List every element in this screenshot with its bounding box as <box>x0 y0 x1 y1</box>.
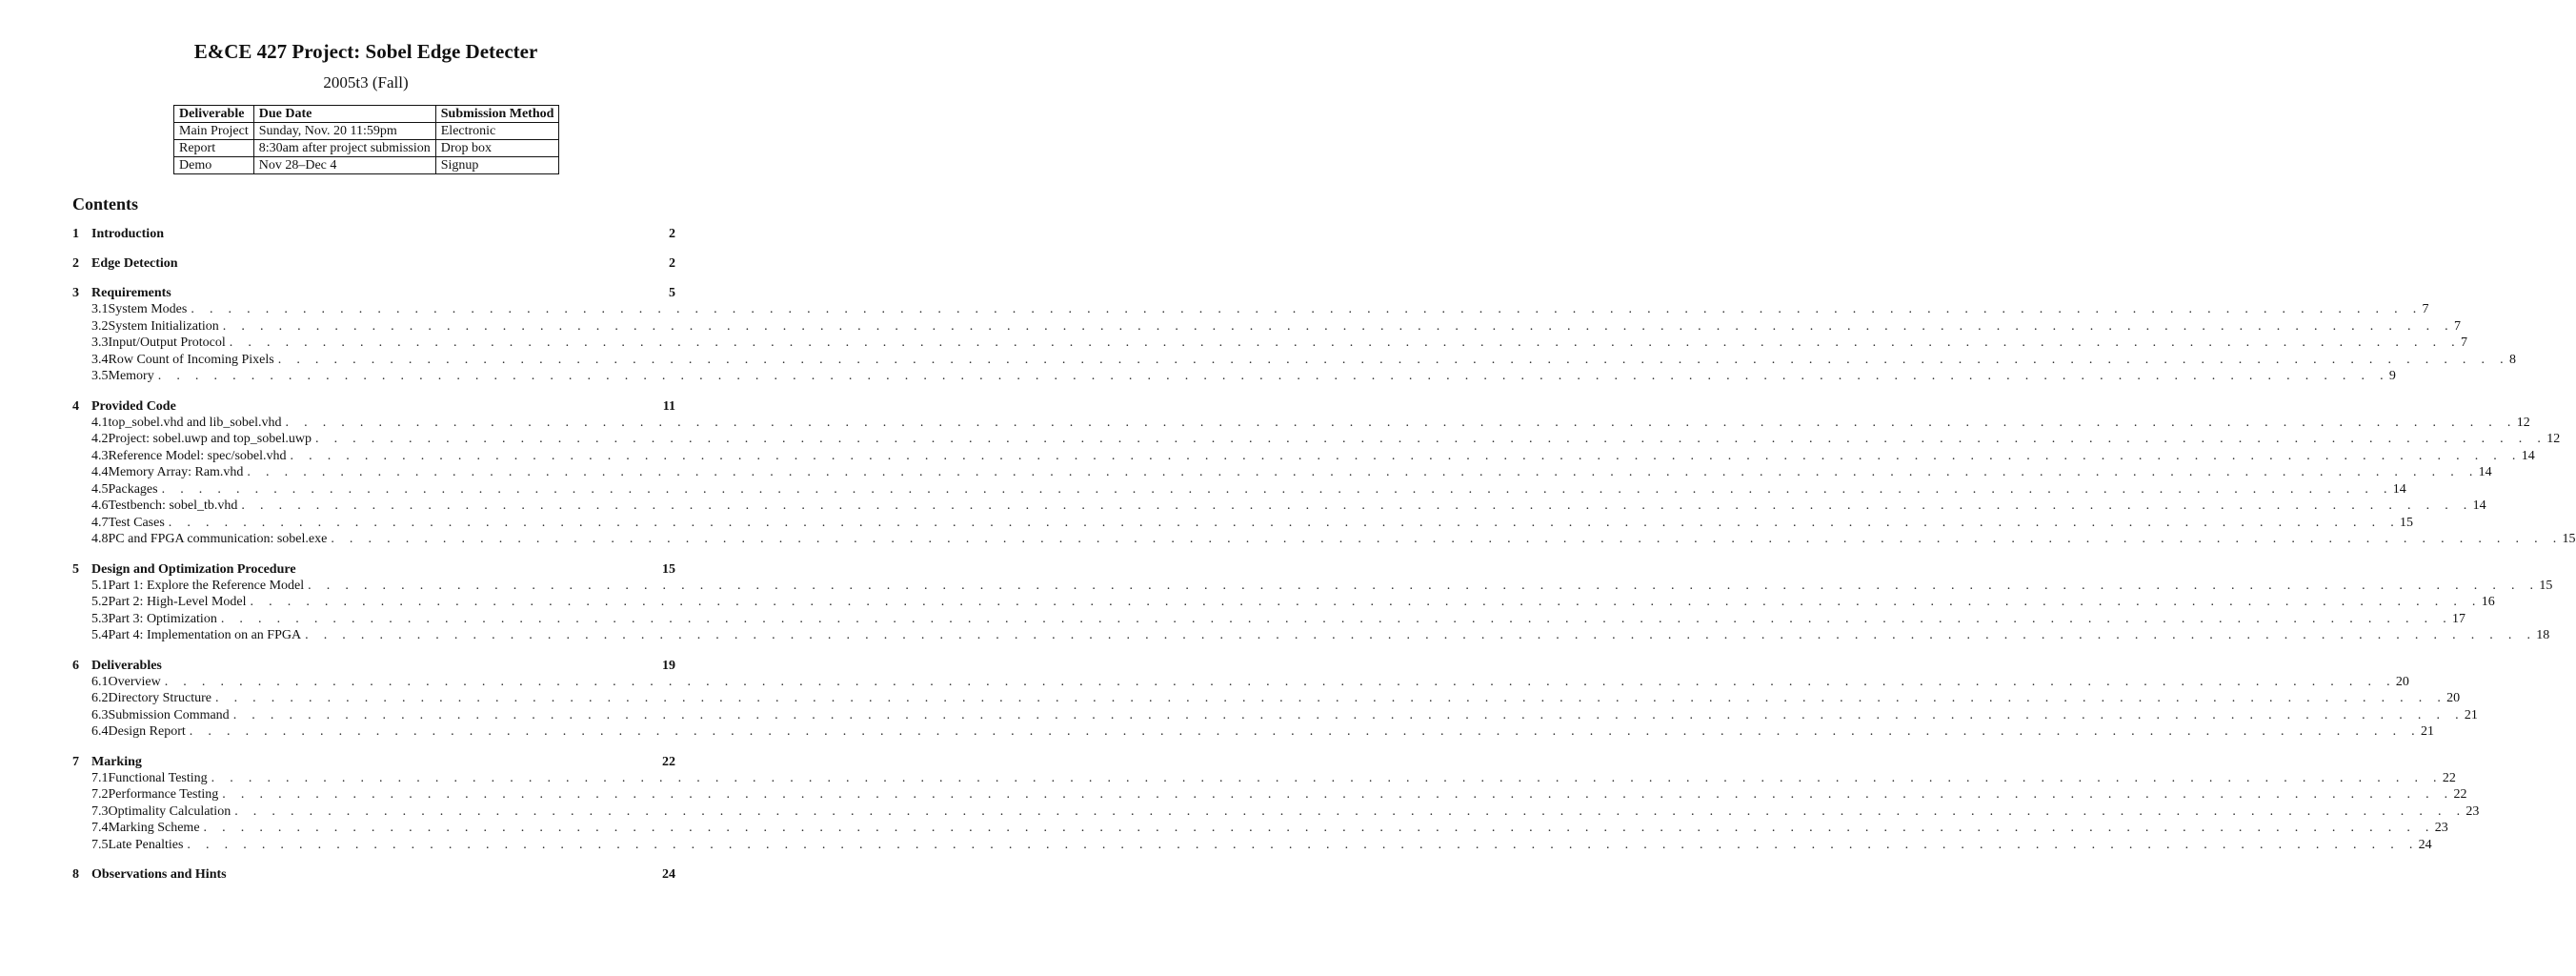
toc-subsection-number: 5.4 <box>91 628 109 642</box>
toc-section-number: 5 <box>72 561 79 577</box>
toc-subsection-title: System Modes <box>108 302 188 316</box>
toc-section-title: Marking <box>91 754 142 769</box>
toc-subsection-number: 3.2 <box>91 318 109 334</box>
toc-subsection-title: Functional Testing <box>108 770 208 785</box>
toc-section-block <box>72 754 2480 854</box>
toc-section-entry[interactable] <box>72 658 675 674</box>
toc-dot-leader: . . . . . . . . . . . . . . . . . . . . . . . . . . . . . . . . . . . . . . . . . . . . . . . . . . . . . . . . . . . . . . . . . . . . . . . . . . . . . . . . . . . . . . . . . . . . . . . . . . . . . . . . . . . . . . . . . . . . . . . . <box>211 770 2443 785</box>
toc-subsection-entry[interactable] <box>72 707 2478 724</box>
toc-section-block <box>72 255 675 272</box>
toc-dot-leader: . . . . . . . . . . . . . . . . . . . . . . . . . . . . . . . . . . . . . . . . . . . . . . . . . . . . . . . . . . . . . . . . . . . . . . . . . . . . . . . . . . . . . . . . . . . . . . . . . . . . . . . . . . . . . . . . . . . . . . . . <box>241 498 2473 513</box>
contents-heading: Contents <box>72 194 139 214</box>
toc-dot-leader: . . . . . . . . . . . . . . . . . . . . . . . . . . . . . . . . . . . . . . . . . . . . . . . . . . . . . . . . . . . . . . . . . . . . . . . . . . . . . . . . . . . . . . . . . . . . . . . . . . . . . . . . . . . . . . . . . . . . . . . . <box>161 481 2393 497</box>
toc-subsection-title: Late Penalties <box>108 837 184 852</box>
toc-subsection-title: Design Report <box>108 724 186 739</box>
toc-subsection-entry[interactable] <box>72 318 2461 336</box>
table-cell: Electronic <box>435 123 559 140</box>
toc-subsection-title: top_sobel.vhd and lib_sobel.vhd <box>108 415 282 430</box>
toc-subsection-entry[interactable] <box>72 786 2467 803</box>
deliverables-table <box>173 105 559 174</box>
toc-subsection-number: 6.4 <box>91 724 109 739</box>
toc-subsection-title: Directory Structure <box>108 691 211 705</box>
toc-subsection-entry[interactable] <box>72 448 2535 465</box>
column-header-due-date: Due Date <box>253 106 435 123</box>
toc-subsection-entry[interactable] <box>72 611 2466 628</box>
toc-dot-leader: . . . . . . . . . . . . . . . . . . . . . . . . . . . . . . . . . . . . . . . . . . . . . . . . . . . . . . . . . . . . . . . . . . . . . . . . . . . . . . . . . . . . . . . . . . . . . . . . . . . . . . . . . . . . . . . . . . . . . . . . <box>203 821 2435 835</box>
toc-subsection-entry[interactable] <box>72 723 2434 741</box>
toc-section-number: 4 <box>72 398 79 414</box>
toc-dot-leader: . . . . . . . . . . . . . . . . . . . . . . . . . . . . . . . . . . . . . . . . . . . . . . . . . . . . . . . . . . . . . . . . . . . . . . . . . . . . . . . . . . . . . . . . . . . . . . . . . . . . . . . . . . . . . . . . . . . . . . . . <box>222 787 2454 802</box>
toc-subsection-number: 4.5 <box>91 481 109 497</box>
toc-dot-leader: . . . . . . . . . . . . . . . . . . . . . . . . . . . . . . . . . . . . . . . . . . . . . . . . . . . . . . . . . . . . . . . . . . . . . . . . . . . . . . . . . . . . . . . . . . . . . . . . . . . . . . . . . . . . . . . . . . . . . . . . <box>232 707 2465 722</box>
toc-subsection-title: System Initialization <box>108 318 219 334</box>
toc-subsection-number: 7.5 <box>91 837 109 852</box>
toc-subsection-number: 4.3 <box>91 448 109 463</box>
toc-subsection-entry[interactable] <box>72 674 2409 691</box>
toc-subsection-title: Overview <box>108 674 161 689</box>
toc-subsection-number: 3.5 <box>91 369 109 383</box>
toc-subsection-title: Input/Output Protocol <box>108 336 226 350</box>
toc-subsection-entry[interactable] <box>72 415 2530 432</box>
table-cell: Demo <box>174 157 254 174</box>
toc-subsection-page: 16 <box>2481 595 2495 609</box>
toc-subsection-page: 7 <box>2453 318 2461 334</box>
toc-subsection-entry[interactable] <box>72 352 2516 369</box>
toc-subsection-page: 17 <box>2452 611 2466 626</box>
toc-section-number: 7 <box>72 754 79 769</box>
toc-section-number: 8 <box>72 867 79 882</box>
toc-section-number: 1 <box>72 227 79 241</box>
toc-section-entry[interactable] <box>72 398 675 415</box>
toc-section-page: 11 <box>662 398 675 414</box>
table-header-row <box>174 106 559 123</box>
toc-section-page: 15 <box>662 561 675 577</box>
toc-section-number: 3 <box>72 286 79 300</box>
toc-section-title: Provided Code <box>91 398 176 414</box>
toc-subsection-title: Test Cases <box>108 515 165 530</box>
toc-subsection-entry[interactable] <box>72 335 2467 352</box>
toc-subsection-title: Memory <box>108 369 154 383</box>
toc-subsection-number: 3.1 <box>91 302 109 316</box>
toc-section-entry[interactable] <box>72 866 675 883</box>
toc-subsection-page: 20 <box>2395 674 2409 689</box>
toc-section-title: Requirements <box>91 286 171 300</box>
toc-section-block <box>72 866 675 883</box>
toc-subsection-page: 22 <box>2442 770 2456 785</box>
toc-dot-leader: . . . . . . . . . . . . . . . . . . . . . . . . . . . . . . . . . . . . . . . . . . . . . . . . . . . . . . . . . . . . . . . . . . . . . . . . . . . . . . . . . . . . . . . . . . . . . . . . . . . . . . . . . . . . . . . . . . . . . . . . <box>229 336 2461 350</box>
toc-subsection-entry[interactable] <box>72 627 2550 644</box>
toc-subsection-entry[interactable] <box>72 431 2561 448</box>
toc-dot-leader: . . . . . . . . . . . . . . . . . . . . . . . . . . . . . . . . . . . . . . . . . . . . . . . . . . . . . . . . . . . . . . . . . . . . . . . . . . . . . . . . . . . . . . . . . . . . . . . . . . . . . . . . . . . . . . . . . . . . . . . . <box>164 674 2396 689</box>
toc-subsection-number: 3.3 <box>91 336 109 350</box>
table-cell: Signup <box>435 157 559 174</box>
toc-section-entry[interactable] <box>72 754 675 770</box>
toc-subsection-number: 4.4 <box>91 465 109 479</box>
toc-section-block <box>72 398 2576 548</box>
toc-subsection-number: 7.4 <box>91 821 109 835</box>
toc-dot-leader: . . . . . . . . . . . . . . . . . . . . . . . . . . . . . . . . . . . . . . . . . . . . . . . . . . . . . . . . . . . . . . . . . . . . . . . . . . . . . . . . . . . . . . . . . . . . . . . . . . . . . . . . . . . . . . . . . . . . . . . . <box>305 628 2537 642</box>
toc-subsection-title: Part 2: High-Level Model <box>108 595 247 609</box>
toc-subsection-page: 23 <box>2434 821 2448 835</box>
toc-subsection-page: 8 <box>2508 352 2516 367</box>
toc-subsection-page: 14 <box>2521 448 2535 463</box>
toc-dot-leader: . . . . . . . . . . . . . . . . . . . . . . . . . . . . . . . . . . . . . . . . . . . . . . . . . . . . . . . . . . . . . . . . . . . . . . . . . . . . . . . . . . . . . . . . . . . . . . . . . . . . . . . . . . . . . . . . . . . . . . . . <box>331 532 2563 546</box>
toc-subsection-title: Row Count of Incoming Pixels <box>108 352 274 367</box>
toc-subsection-number: 5.3 <box>91 611 109 626</box>
table-row <box>174 157 559 174</box>
toc-subsection-page: 12 <box>2516 415 2530 430</box>
document-title: E&CE 427 Project: Sobel Edge Detecter <box>193 40 538 63</box>
toc-subsection-title: Optimality Calculation <box>108 803 231 819</box>
table-cell: Drop box <box>435 140 559 157</box>
toc-subsection-number: 7.1 <box>91 770 109 785</box>
toc-subsection-page: 14 <box>2392 481 2406 497</box>
toc-dot-leader: . . . . . . . . . . . . . . . . . . . . . . . . . . . . . . . . . . . . . . . . . . . . . . . . . . . . . . . . . . . . . . . . . . . . . . . . . . . . . . . . . . . . . . . . . . . . . . . . . . . . . . . . . . . . . . . . . . . . . . . . <box>214 691 2447 705</box>
toc-dot-leader: . . . . . . . . . . . . . . . . . . . . . . . . . . . . . . . . . . . . . . . . . . . . . . . . . . . . . . . . . . . . . . . . . . . . . . . . . . . . . . . . . . . . . . . . . . . . . . . . . . . . . . . . . . . . . . . . . . . . . . . . <box>191 302 2423 316</box>
toc-subsection-page: 12 <box>2546 432 2561 446</box>
toc-subsection-entry[interactable] <box>72 578 2553 595</box>
toc-dot-leader: . . . . . . . . . . . . . . . . . . . . . . . . . . . . . . . . . . . . . . . . . . . . . . . . . . . . . . . . . . . . . . . . . . . . . . . . . . . . . . . . . . . . . . . . . . . . . . . . . . . . . . . . . . . . . . . . . . . . . . . . <box>189 724 2421 739</box>
toc-section-page: 24 <box>662 867 675 882</box>
toc-dot-leader: . . . . . . . . . . . . . . . . . . . . . . . . . . . . . . . . . . . . . . . . . . . . . . . . . . . . . . . . . . . . . . . . . . . . . . . . . . . . . . . . . . . . . . . . . . . . . . . . . . . . . . . . . . . . . . . . . . . . . . . . <box>308 578 2540 593</box>
toc-subsection-page: 21 <box>2464 707 2478 722</box>
toc-subsection-number: 5.1 <box>91 578 109 593</box>
toc-section-title: Deliverables <box>91 658 162 673</box>
toc-section-entry[interactable] <box>72 561 675 578</box>
toc-section-entry[interactable] <box>72 226 675 242</box>
toc-subsection-entry[interactable] <box>72 803 2480 821</box>
toc-subsection-number: 4.1 <box>91 415 109 430</box>
toc-subsection-page: 15 <box>2562 532 2576 546</box>
toc-subsection-entry[interactable] <box>72 368 2396 385</box>
toc-section-title: Observations and Hints <box>91 867 227 882</box>
toc-section-block <box>72 561 2553 644</box>
toc-subsection-title: Performance Testing <box>108 787 219 802</box>
toc-subsection-entry[interactable] <box>72 301 2429 318</box>
toc-subsection-page: 9 <box>2388 369 2396 383</box>
toc-section-page: 19 <box>662 658 675 673</box>
toc-subsection-number: 5.2 <box>91 595 109 609</box>
toc-section-page: 5 <box>669 286 675 300</box>
toc-subsection-number: 4.8 <box>91 532 109 546</box>
toc-subsection-title: Reference Model: spec/sobel.vhd <box>108 448 287 463</box>
table-cell: 8:30am after project submission <box>253 140 435 157</box>
toc-dot-leader: . . . . . . . . . . . . . . . . . . . . . . . . . . . . . . . . . . . . . . . . . . . . . . . . . . . . . . . . . . . . . . . . . . . . . . . . . . . . . . . . . . . . . . . . . . . . . . . . . . . . . . . . . . . . . . . . . . . . . . . . <box>247 465 2479 479</box>
toc-subsection-page: 24 <box>2418 837 2432 852</box>
toc-subsection-number: 7.2 <box>91 787 109 802</box>
toc-dot-leader: . . . . . . . . . . . . . . . . . . . . . . . . . . . . . . . . . . . . . . . . . . . . . . . . . . . . . . . . . . . . . . . . . . . . . . . . . . . . . . . . . . . . . . . . . . . . . . . . . . . . . . . . . . . . . . . . . . . . . . . . <box>290 448 2522 463</box>
table-row <box>174 123 559 140</box>
toc-subsection-title: Marking Scheme <box>108 821 200 835</box>
toc-subsection-number: 4.2 <box>91 432 109 446</box>
toc-section-page: 2 <box>669 227 675 241</box>
toc-section-page: 22 <box>662 754 675 769</box>
toc-subsection-title: Part 4: Implementation on an FPGA <box>108 628 302 642</box>
toc-subsection-number: 6.2 <box>91 691 109 705</box>
toc-subsection-page: 15 <box>2539 578 2553 593</box>
toc-subsection-entry[interactable] <box>72 837 2432 854</box>
toc-subsection-page: 7 <box>2460 336 2467 350</box>
toc-subsection-number: 4.6 <box>91 498 109 513</box>
toc-dot-leader: . . . . . . . . . . . . . . . . . . . . . . . . . . . . . . . . . . . . . . . . . . . . . . . . . . . . . . . . . . . . . . . . . . . . . . . . . . . . . . . . . . . . . . . . . . . . . . . . . . . . . . . . . . . . . . . . . . . . . . . . <box>222 318 2454 334</box>
toc-dot-leader: . . . . . . . . . . . . . . . . . . . . . . . . . . . . . . . . . . . . . . . . . . . . . . . . . . . . . . . . . . . . . . . . . . . . . . . . . . . . . . . . . . . . . . . . . . . . . . . . . . . . . . . . . . . . . . . . . . . . . . . . <box>234 803 2466 819</box>
toc-section-block <box>72 285 2516 385</box>
toc-dot-leader: . . . . . . . . . . . . . . . . . . . . . . . . . . . . . . . . . . . . . . . . . . . . . . . . . . . . . . . . . . . . . . . . . . . . . . . . . . . . . . . . . . . . . . . . . . . . . . . . . . . . . . . . . . . . . . . . . . . . . . . . <box>168 515 2400 530</box>
toc-subsection-page: 22 <box>2453 787 2467 802</box>
toc-subsection-page: 20 <box>2446 691 2461 705</box>
toc-section-block <box>72 658 2478 741</box>
toc-section-title: Design and Optimization Procedure <box>91 561 296 577</box>
toc-subsection-entry[interactable] <box>72 481 2406 498</box>
toc-subsection-title: Part 1: Explore the Reference Model <box>108 578 305 593</box>
toc-section-block <box>72 226 675 242</box>
toc-subsection-title: Memory Array: Ram.vhd <box>108 465 244 479</box>
table-cell: Sunday, Nov. 20 11:59pm <box>253 123 435 140</box>
document-subtitle: 2005t3 (Fall) <box>323 73 409 92</box>
toc-subsection-number: 6.1 <box>91 674 109 689</box>
toc-subsection-number: 4.7 <box>91 515 109 530</box>
toc-section-number: 6 <box>72 658 79 673</box>
toc-subsection-entry[interactable] <box>72 820 2448 837</box>
toc-subsection-number: 6.3 <box>91 707 109 722</box>
toc-subsection-title: PC and FPGA communication: sobel.exe <box>108 532 328 546</box>
toc-subsection-title: Testbench: sobel_tb.vhd <box>108 498 238 513</box>
toc-section-page: 2 <box>669 256 675 271</box>
table-cell: Nov 28–Dec 4 <box>253 157 435 174</box>
toc-subsection-entry[interactable] <box>72 690 2461 707</box>
toc-section-title: Edge Detection <box>91 256 178 271</box>
column-header-submission-method: Submission Method <box>435 106 559 123</box>
toc-dot-leader: . . . . . . . . . . . . . . . . . . . . . . . . . . . . . . . . . . . . . . . . . . . . . . . . . . . . . . . . . . . . . . . . . . . . . . . . . . . . . . . . . . . . . . . . . . . . . . . . . . . . . . . . . . . . . . . . . . . . . . . . <box>250 595 2482 609</box>
toc-section-number: 2 <box>72 256 79 271</box>
toc-dot-leader: . . . . . . . . . . . . . . . . . . . . . . . . . . . . . . . . . . . . . . . . . . . . . . . . . . . . . . . . . . . . . . . . . . . . . . . . . . . . . . . . . . . . . . . . . . . . . . . . . . . . . . . . . . . . . . . . . . . . . . . . <box>314 432 2547 446</box>
toc-subsection-title: Part 3: Optimization <box>108 611 217 626</box>
toc-dot-leader: . . . . . . . . . . . . . . . . . . . . . . . . . . . . . . . . . . . . . . . . . . . . . . . . . . . . . . . . . . . . . . . . . . . . . . . . . . . . . . . . . . . . . . . . . . . . . . . . . . . . . . . . . . . . . . . . . . . . . . . . <box>220 611 2453 626</box>
table-cell: Report <box>174 140 254 157</box>
toc-subsection-page: 7 <box>2422 302 2429 316</box>
table-of-contents <box>72 226 2576 896</box>
toc-section-title: Introduction <box>91 227 164 241</box>
toc-subsection-title: Project: sobel.uwp and top_sobel.uwp <box>108 432 312 446</box>
toc-dot-leader: . . . . . . . . . . . . . . . . . . . . . . . . . . . . . . . . . . . . . . . . . . . . . . . . . . . . . . . . . . . . . . . . . . . . . . . . . . . . . . . . . . . . . . . . . . . . . . . . . . . . . . . . . . . . . . . . . . . . . . . . <box>157 369 2389 383</box>
toc-subsection-page: 18 <box>2536 628 2550 642</box>
toc-subsection-page: 21 <box>2420 724 2434 739</box>
toc-subsection-page: 23 <box>2465 803 2480 819</box>
toc-subsection-page: 14 <box>2478 465 2492 479</box>
toc-subsection-entry[interactable] <box>72 770 2456 787</box>
toc-dot-leader: . . . . . . . . . . . . . . . . . . . . . . . . . . . . . . . . . . . . . . . . . . . . . . . . . . . . . . . . . . . . . . . . . . . . . . . . . . . . . . . . . . . . . . . . . . . . . . . . . . . . . . . . . . . . . . . . . . . . . . . . <box>285 415 2517 430</box>
toc-dot-leader: . . . . . . . . . . . . . . . . . . . . . . . . . . . . . . . . . . . . . . . . . . . . . . . . . . . . . . . . . . . . . . . . . . . . . . . . . . . . . . . . . . . . . . . . . . . . . . . . . . . . . . . . . . . . . . . . . . . . . . . . <box>277 352 2509 367</box>
toc-subsection-page: 14 <box>2472 498 2486 513</box>
toc-subsection-page: 15 <box>2400 515 2413 530</box>
toc-subsection-entry[interactable] <box>72 464 2492 481</box>
toc-subsection-entry[interactable] <box>72 515 2413 532</box>
toc-subsection-title: Packages <box>108 481 158 497</box>
toc-dot-leader: . . . . . . . . . . . . . . . . . . . . . . . . . . . . . . . . . . . . . . . . . . . . . . . . . . . . . . . . . . . . . . . . . . . . . . . . . . . . . . . . . . . . . . . . . . . . . . . . . . . . . . . . . . . . . . . . . . . . . . . . <box>187 837 2419 852</box>
column-header-deliverable: Deliverable <box>174 106 254 123</box>
toc-subsection-entry[interactable] <box>72 594 2495 611</box>
table-cell: Main Project <box>174 123 254 140</box>
toc-subsection-number: 7.3 <box>91 803 109 819</box>
toc-subsection-number: 3.4 <box>91 352 109 367</box>
toc-subsection-entry[interactable] <box>72 498 2486 515</box>
toc-subsection-title: Submission Command <box>108 707 230 722</box>
toc-section-entry[interactable] <box>72 255 675 272</box>
toc-subsection-entry[interactable] <box>72 531 2576 548</box>
toc-section-entry[interactable] <box>72 285 675 301</box>
table-row <box>174 140 559 157</box>
